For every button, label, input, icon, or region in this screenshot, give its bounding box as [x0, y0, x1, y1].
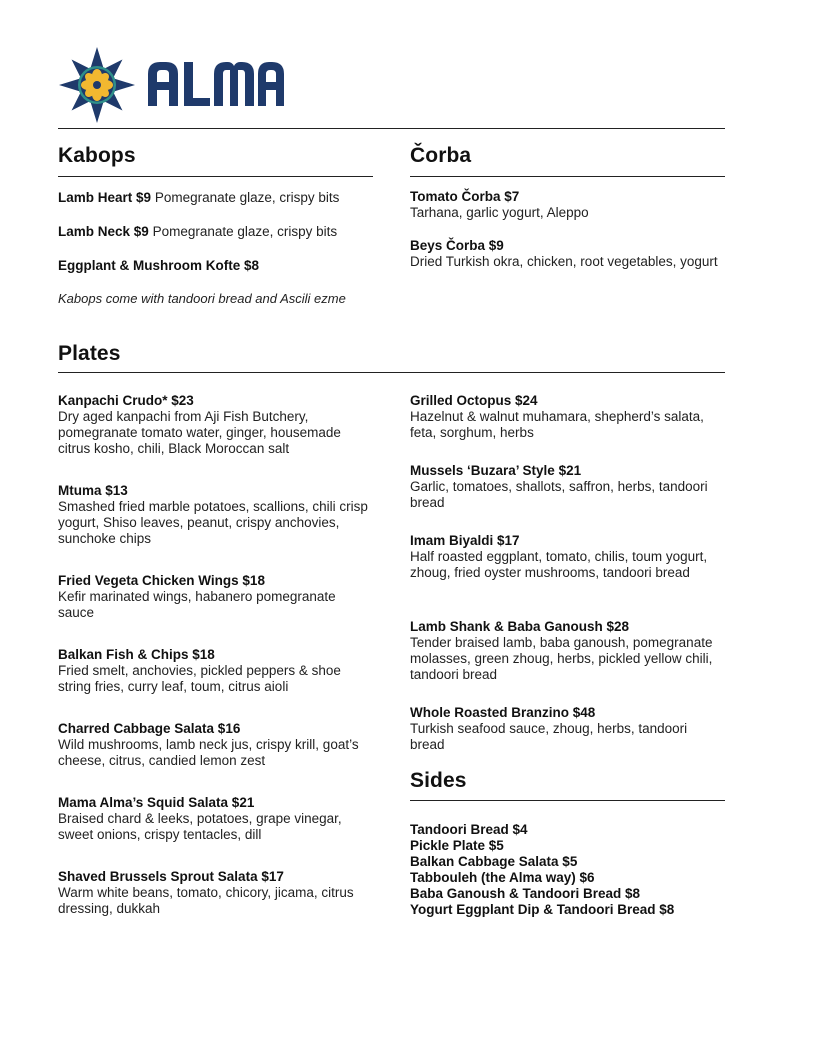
item-desc: Pomegranate glaze, crispy bits	[152, 224, 338, 239]
alma-wordmark	[148, 62, 284, 106]
corba-heading: Čorba	[410, 144, 472, 167]
list-item	[58, 258, 388, 274]
list-item	[58, 393, 373, 457]
list-item: Tandoori Bread $4	[410, 822, 528, 837]
list-item: Yogurt Eggplant Dip & Tandoori Bread $8	[410, 902, 675, 917]
list-item	[410, 238, 725, 270]
item-name: Fried Vegeta Chicken Wings $18	[58, 573, 265, 588]
item-desc: Tarhana, garlic yogurt, Aleppo	[410, 205, 589, 220]
list-item: Baba Ganoush & Tandoori Bread $8	[410, 886, 641, 901]
item-name: Mussels ‘Buzara’ Style $21	[410, 463, 582, 478]
item-name: Eggplant & Mushroom Kofte $8	[58, 258, 260, 273]
item-name: Lamb Heart $9	[58, 190, 152, 205]
item-desc: Hazelnut & walnut muhamara, shepherd’s salata, feta, sorghum, herbs	[410, 409, 704, 440]
header-divider	[58, 128, 725, 129]
list-item: Tabbouleh (the Alma way) $6	[410, 870, 595, 885]
list-item	[410, 393, 725, 441]
list-item	[58, 483, 373, 547]
item-name: Mtuma $13	[58, 483, 128, 498]
kabops-heading: Kabops	[58, 144, 136, 167]
item-name: Whole Roasted Branzino $48	[410, 705, 596, 720]
item-desc: Braised chard & leeks, potatoes, grape vinegar, sweet onions, crispy tentacles, dill	[58, 811, 342, 842]
item-desc: Fried smelt, anchovies, pickled peppers & shoe string fries, curry leaf, toum, citrus aioli	[58, 663, 341, 694]
item-name: Lamb Neck $9	[58, 224, 149, 239]
item-name: Charred Cabbage Salata $16	[58, 721, 241, 736]
list-item	[58, 573, 373, 621]
sides-heading: Sides	[410, 769, 467, 792]
list-item: Pickle Plate $5	[410, 838, 504, 853]
item-desc: Wild mushrooms, lamb neck jus, crispy krill, goat’s cheese, citrus, candied lemon zest	[58, 737, 359, 768]
list-item	[410, 463, 725, 511]
plates-heading: Plates	[58, 342, 121, 365]
item-name: Mama Alma’s Squid Salata $21	[58, 795, 255, 810]
kabops-divider	[58, 176, 373, 177]
list-item	[58, 795, 373, 843]
item-desc: Smashed fried marble potatoes, scallions, chili crisp yogurt, Shiso leaves, peanut, crispy anchovies, sunchoke chips	[58, 499, 368, 546]
item-desc: Garlic, tomatoes, shallots, saffron, herbs, tandoori bread	[410, 479, 708, 510]
item-desc: Dry aged kanpachi from Aji Fish Butchery, pomegranate tomato water, ginger, housemade citrus kosho, chili, Black Moroccan salt	[58, 409, 341, 456]
item-desc: Pomegranate glaze, crispy bits	[154, 190, 340, 205]
item-name: Kanpachi Crudo* $23	[58, 393, 194, 408]
plates-divider	[58, 372, 725, 373]
alma-logo	[58, 46, 284, 124]
kabops-note: Kabops come with tandoori bread and Ascili ezme	[58, 291, 346, 306]
item-name: Shaved Brussels Sprout Salata $17	[58, 869, 284, 884]
item-name: Tomato Čorba $7	[410, 189, 520, 204]
sides-list	[410, 822, 730, 918]
list-item	[410, 619, 725, 683]
item-desc: Kefir marinated wings, habanero pomegranate sauce	[58, 589, 336, 620]
item-name: Lamb Shank & Baba Ganoush $28	[410, 619, 630, 634]
list-item	[58, 721, 373, 769]
item-name: Beys Čorba $9	[410, 238, 504, 253]
flower-emblem-icon	[58, 46, 148, 124]
list-item	[410, 705, 725, 753]
item-desc: Dried Turkish okra, chicken, root vegetables, yogurt	[410, 254, 718, 269]
item-name: Grilled Octopus $24	[410, 393, 538, 408]
item-name: Imam Biyaldi $17	[410, 533, 520, 548]
corba-divider	[410, 176, 725, 177]
item-desc: Tender braised lamb, baba ganoush, pomegranate molasses, green zhoug, herbs, pickled yellow chili, tandoori bread	[410, 635, 713, 682]
sides-divider	[410, 800, 725, 801]
list-item	[58, 224, 388, 240]
item-desc: Turkish seafood sauce, zhoug, herbs, tandoori bread	[410, 721, 688, 752]
list-item	[58, 647, 373, 695]
item-name: Balkan Fish & Chips $18	[58, 647, 215, 662]
list-item: Balkan Cabbage Salata $5	[410, 854, 578, 869]
list-item	[410, 189, 725, 221]
list-item	[58, 869, 373, 917]
list-item	[58, 190, 388, 206]
list-item	[410, 533, 725, 581]
item-desc: Warm white beans, tomato, chicory, jicama, citrus dressing, dukkah	[58, 885, 354, 916]
item-desc: Half roasted eggplant, tomato, chilis, toum yogurt, zhoug, fried oyster mushrooms, tandoori bread	[410, 549, 708, 580]
